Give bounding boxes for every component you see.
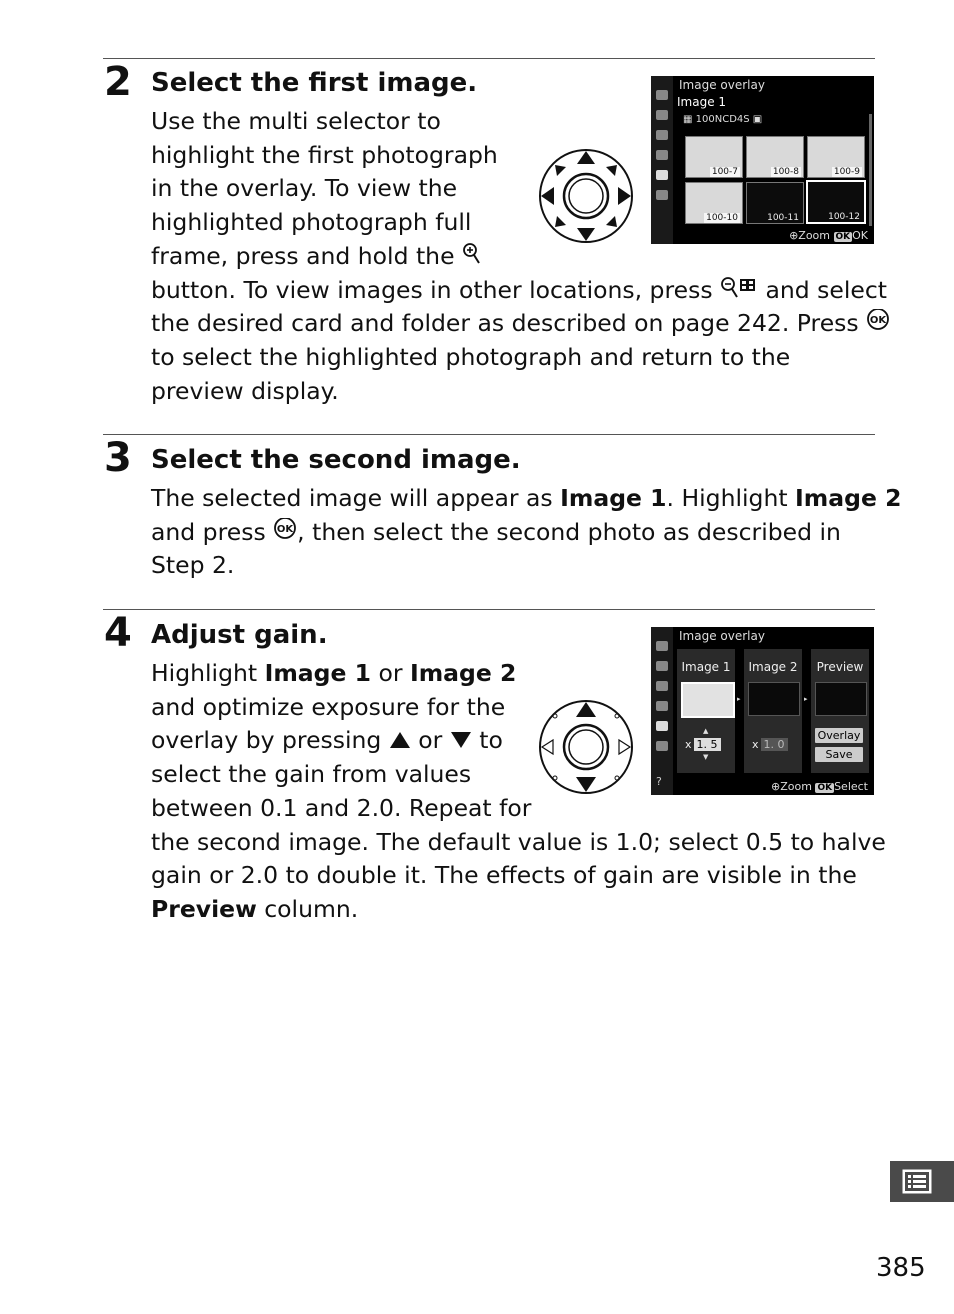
text-line: Step 2. [151, 551, 235, 580]
column-title: Preview [816, 660, 864, 674]
thumbnail-selected[interactable] [806, 180, 866, 224]
text-run: and select [758, 275, 888, 304]
text-run: column. [256, 894, 359, 923]
text-line: and optimize exposure for the [151, 692, 506, 721]
section-divider [103, 609, 875, 610]
footer-ok-label: OK [852, 229, 868, 242]
step-number: 4 [104, 610, 132, 656]
text-bold: Image 1 [264, 659, 371, 687]
thumbnail[interactable] [807, 136, 865, 178]
text-line: between 0.1 and 2.0. Repeat for [151, 793, 532, 822]
column-title: Image 2 [748, 660, 798, 674]
text-run: frame, press and hold the [151, 241, 463, 270]
gain-value: 1. 0 [761, 738, 788, 751]
help-icon: ? [656, 775, 662, 788]
text-line: to select the highlighted photograph and return to the [151, 342, 791, 371]
svg-text:OK: OK [277, 523, 294, 535]
pencil-menu-icon [656, 130, 668, 140]
multi-selector-diagram [536, 148, 638, 246]
thumbnail-label: 100-7 [711, 167, 738, 177]
save-button[interactable]: Save [815, 747, 863, 762]
text-line: in the overlay. To view the [151, 174, 458, 203]
folder-name: ▦ 100NCD4S ▣ [683, 114, 763, 125]
thumbnail-label: 100-10 [706, 213, 738, 223]
my-menu-icon [656, 190, 668, 200]
gain-prefix: x [752, 738, 759, 751]
thumbnail[interactable] [746, 136, 804, 178]
playback-menu-icon [656, 90, 668, 100]
text-run: button. To view images in other locations, press [151, 275, 721, 304]
text-bold: Preview [151, 894, 257, 923]
image1-preview [681, 682, 735, 718]
section-divider [103, 434, 875, 435]
text-run: the desired card and folder as described on page 242. Press [151, 309, 867, 338]
zoom-out-thumbnail-button-icon [720, 276, 758, 300]
screen-title: Image overlay [679, 629, 765, 643]
text-run: to [471, 726, 503, 755]
retouch-menu-icon [656, 721, 668, 731]
text-bold: Image 1 [560, 484, 667, 512]
camera-screen-adjust-gain [651, 627, 874, 795]
text-run: . Highlight [666, 484, 796, 512]
retouch-menu-icon [656, 170, 668, 180]
text-bold: Image 2 [795, 484, 902, 512]
camera-menu-icon [656, 661, 668, 671]
text-line [151, 482, 901, 516]
overlay-preview [815, 682, 867, 716]
text-line [151, 893, 886, 927]
zoom-in-button-icon [462, 242, 482, 266]
step-title: Select the second image. [151, 445, 521, 475]
preview-column [811, 649, 869, 773]
text-run: overlay by pressing [151, 726, 389, 755]
playback-menu-icon [656, 641, 668, 651]
thumbnail-label: 100-8 [772, 167, 799, 177]
thumbnail[interactable] [685, 136, 743, 178]
up-arrow-icon: ▲ [703, 727, 709, 735]
menu-sidebar [651, 76, 673, 244]
gain-prefix: x [685, 738, 692, 751]
svg-text:OK: OK [870, 315, 887, 327]
step-number: 2 [104, 59, 132, 105]
up-arrow-icon [389, 730, 411, 750]
screen-footer: ⊕Zoom OK Select [771, 780, 868, 793]
text-line [151, 307, 890, 341]
pencil-menu-icon [656, 681, 668, 691]
image2-column[interactable] [744, 649, 802, 773]
text-line [151, 240, 890, 274]
ok-button-icon [273, 518, 297, 542]
text-line: highlight the first photograph [151, 140, 498, 169]
text-run: or [370, 659, 410, 687]
step-body [151, 482, 901, 583]
footer-zoom-label: Zoom [780, 780, 812, 793]
thumbnail[interactable] [746, 182, 804, 224]
chevron-right-icon: ▸ [737, 695, 741, 703]
ok-badge: OK [835, 232, 851, 242]
step-title: Adjust gain. [151, 620, 328, 650]
text-run: , then select the second photo as described in [297, 517, 841, 546]
thumbnail-label: 100-9 [833, 167, 860, 177]
chevron-right-icon: ▸ [804, 695, 808, 703]
screen-subtitle: Image 1 [677, 95, 727, 109]
section-divider [103, 58, 875, 59]
scrollbar[interactable] [869, 114, 872, 226]
text-line: preview display. [151, 376, 339, 405]
thumbnail[interactable] [685, 182, 743, 224]
multi-selector-up-down-diagram [536, 699, 638, 797]
text-run: and press [151, 517, 274, 546]
ok-badge: OK [817, 783, 833, 793]
footer-select-label: Select [834, 780, 868, 793]
thumbnail-label: 100-12 [828, 212, 860, 222]
menu-sidebar [651, 627, 673, 795]
gain-control[interactable] [685, 738, 721, 751]
text-run: Highlight [151, 659, 265, 687]
text-line: highlighted photograph full [151, 208, 472, 237]
column-title: Image 1 [681, 660, 731, 674]
thumbnail-label: 100-11 [767, 213, 799, 223]
down-arrow-icon: ▼ [703, 753, 709, 761]
down-arrow-icon [450, 730, 472, 750]
footer-zoom-label: Zoom [798, 229, 830, 242]
folder-label: 100NCD4S [695, 114, 750, 125]
list-menu-icon [902, 1169, 932, 1194]
gain-value: 1. 5 [694, 738, 721, 751]
page-number: 385 [876, 1253, 926, 1283]
text-run: or [410, 726, 450, 755]
overlay-button[interactable]: Overlay [815, 728, 863, 743]
gain-control[interactable] [752, 738, 788, 751]
wrench-menu-icon [656, 150, 668, 160]
step-number: 3 [104, 435, 132, 481]
camera-screen-image-selection [651, 76, 874, 244]
step-title: Select the first image. [151, 68, 478, 98]
text-run: The selected image will appear as [151, 484, 561, 512]
text-line: Use the multi selector to [151, 107, 441, 135]
my-menu-icon [656, 741, 668, 751]
image2-preview [748, 682, 800, 716]
wrench-menu-icon [656, 701, 668, 711]
screen-title: Image overlay [679, 78, 765, 92]
camera-menu-icon [656, 110, 668, 120]
text-line [151, 274, 890, 308]
text-bold: Image 2 [409, 659, 517, 687]
section-tab[interactable] [890, 1161, 954, 1202]
image1-column[interactable] [677, 649, 735, 773]
text-line: select the gain from values [151, 760, 472, 789]
text-line [151, 516, 901, 550]
screen-footer: ⊕Zoom OK OK [789, 229, 868, 242]
text-line: gain or 2.0 to double it. The effects of gain are visible in the [151, 861, 857, 890]
ok-button-icon [866, 309, 890, 333]
text-line: the second image. The default value is 1.0; select 0.5 to halve [151, 827, 886, 856]
